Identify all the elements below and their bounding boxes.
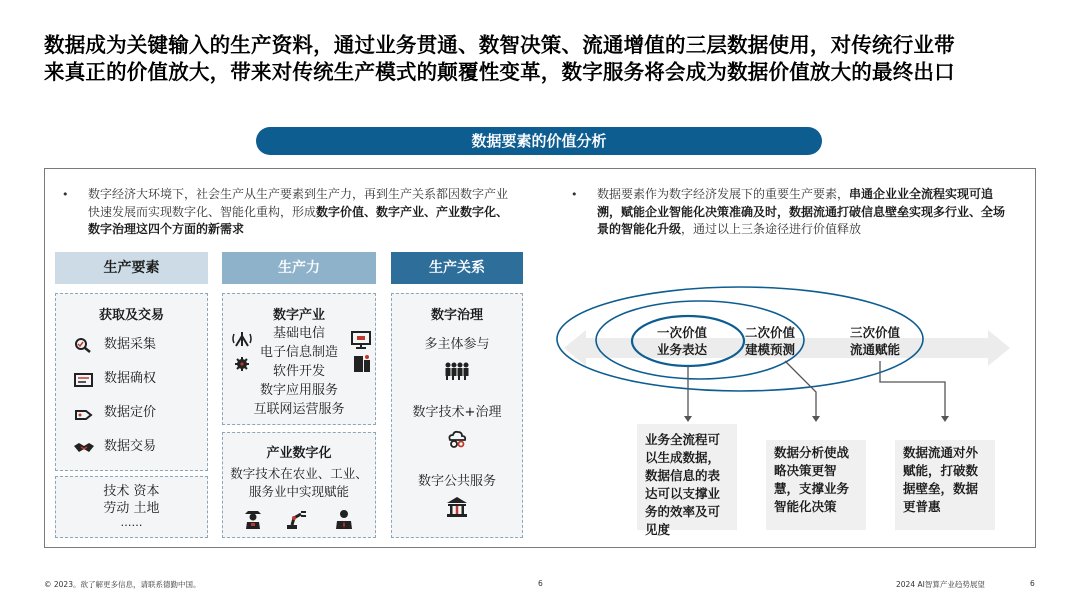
industry-digitalization-line-1: 数字技术在农业、工业、 (230, 466, 368, 481)
traditional-factors-box (55, 476, 208, 538)
right-bullet-bold: 串通企业业全流程实现可追溯，赋能企业智能化决策准确及时，数据流通打破信息壁垒实现多行业、全场景的智能化升级 (597, 187, 1006, 236)
item-public-services: 数字公共服务 (417, 474, 496, 489)
robot-arm-icon (285, 508, 309, 530)
antenna-gear-icon (231, 330, 253, 376)
item-tech-governance: 数字技术+治理 (412, 405, 502, 420)
second-value-description: 数据分析使战略决策更智慧，支撑业务智能化决策 (766, 440, 866, 530)
digital-industry-title: 数字产业 (272, 308, 325, 323)
first-value-description: 业务全流程可以生成数据，数据信息的表达可以支撑业务的效率及可见度 (637, 424, 737, 530)
headline-line-1: 数据成为关键输入的生产资料，通过业务贯通、数智决策、流通增值的三层数据使用，对传统行业带 (44, 33, 955, 57)
industry-digitalization-line-2: 服务业中实现赋能 (248, 484, 349, 499)
government-building-icon (446, 496, 468, 518)
footer-center-page: 6 (538, 579, 543, 588)
left-bullet (62, 186, 517, 239)
digital-governance-title: 数字治理 (430, 308, 483, 323)
third-value-subtitle: 流通赋能 (850, 342, 901, 357)
magnifier-icon (74, 337, 94, 353)
footer-report-title: 2024 AI智算产业趋势展望 (896, 580, 985, 589)
price-tag-icon (74, 406, 94, 422)
item-software-development: 软件开发 (272, 364, 325, 379)
bullet-marker: • (571, 188, 578, 201)
certificate-icon (74, 372, 94, 388)
item-data-trading: 数据交易 (104, 439, 157, 454)
item-electronics-manufacturing: 电子信息制造 (259, 345, 338, 360)
item-basic-telecom: 基础电信 (272, 326, 325, 341)
monitor-server-icon (350, 330, 372, 376)
item-internet-operations: 互联网运营服务 (253, 402, 345, 417)
right-bullet (571, 186, 1011, 239)
column-header-production-factors: 生产要素 (55, 252, 208, 284)
footer-page-number: 6 (1030, 579, 1035, 588)
connector-1-head (684, 416, 692, 422)
second-value-label (745, 324, 795, 358)
connector-2-head (812, 416, 820, 422)
cloud-gear-icon (446, 428, 468, 450)
farmer-icon (242, 508, 264, 530)
left-bullet-bold: 数字价值、数字产业、产业数字化、数字治理这四个方面的新需求 (88, 204, 509, 236)
third-value-title: 三次价值 (850, 325, 901, 340)
group-people-icon (443, 361, 471, 381)
service-worker-icon (333, 508, 355, 530)
item-data-rights: 数据确权 (104, 371, 157, 386)
first-value-label (657, 324, 707, 358)
connector-3-head (941, 416, 949, 422)
first-value-title: 一次价值 (657, 325, 708, 340)
factors-ellipsis: …… (120, 516, 143, 529)
industry-digitalization-title: 产业数字化 (266, 446, 332, 461)
first-value-subtitle: 业务表达 (657, 342, 708, 357)
second-value-subtitle: 建模预测 (745, 342, 796, 357)
third-value-label (850, 324, 900, 358)
item-data-collection: 数据采集 (104, 337, 157, 352)
second-value-title: 二次价值 (745, 325, 796, 340)
page-headline (44, 32, 1054, 86)
column-header-productivity: 生产力 (222, 252, 376, 284)
left-bullet-text: 数字经济大环境下，社会生产从生产要素到生产力，再到生产关系都因数字产业快速发展而实现数字化、智能化重构，形成 (88, 187, 509, 219)
right-bullet-text: 数据要素作为数字经济发展下的重要生产要素， (597, 187, 850, 201)
footer-copyright: © 2023。欲了解更多信息，请联系德勤中国。 (44, 580, 201, 589)
item-multi-party: 多主体参与 (424, 337, 490, 352)
item-digital-app-services: 数字应用服务 (259, 383, 338, 398)
third-value-description: 数据流通对外赋能，打破数据壁垒，数据更普惠 (895, 440, 995, 530)
headline-line-2: 来真正的价值放大，带来对传统生产模式的颠覆性变革，数字服务将会成为数据价值放大的最终出口 (44, 60, 955, 84)
factors-line-1: 技术 资本 (103, 484, 160, 499)
right-bullet-text-end: ，通过以上三条途径进行价值释放 (681, 222, 862, 236)
acquisition-trade-title: 获取及交易 (98, 308, 164, 323)
column-header-production-relations: 生产关系 (391, 252, 523, 284)
factors-line-2: 劳动 土地 (103, 501, 160, 516)
bullet-marker: • (62, 188, 69, 201)
handshake-icon (73, 440, 95, 456)
item-data-pricing: 数据定价 (104, 405, 157, 420)
section-title-pill: 数据要素的价值分析 (256, 127, 822, 155)
